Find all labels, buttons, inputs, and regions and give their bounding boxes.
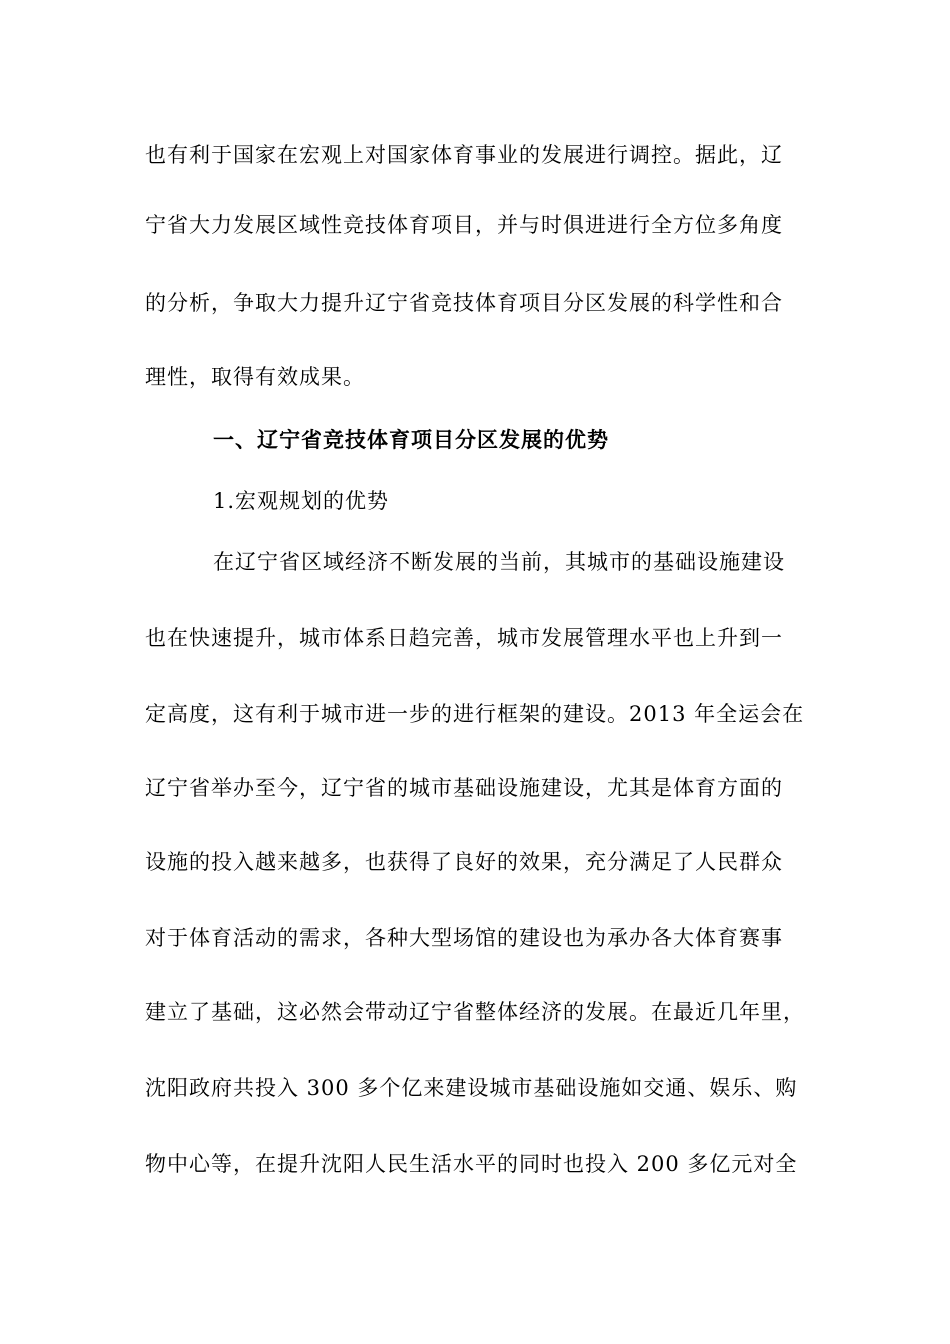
paragraph-line: 也有利于国家在宏观上对国家体育事业的发展进行调控。据此，辽: [145, 143, 783, 167]
paragraph-line: 的分析，争取大力提升辽宁省竞技体育项目分区发展的科学性和合: [145, 291, 783, 315]
paragraph-line: 设施的投入越来越多，也获得了良好的效果，充分满足了人民群众: [145, 850, 783, 874]
paragraph-line: 物中心等，在提升沈阳人民生活水平的同时也投入 200 多亿元对全: [145, 1152, 798, 1176]
paragraph-line: 理性，取得有效成果。: [145, 365, 365, 389]
paragraph-line: 建立了基础，这必然会带动辽宁省整体经济的发展。在最近几年里，: [145, 1000, 805, 1024]
paragraph-line: 对于体育活动的需求，各种大型场馆的建设也为承办各大体育赛事: [145, 926, 783, 950]
paragraph-line: 也在快速提升，城市体系日趋完善，城市发展管理水平也上升到一: [145, 626, 783, 650]
subsection-heading: 1.宏观规划的优势: [213, 489, 390, 513]
section-heading: 一、辽宁省竞技体育项目分区发展的优势: [213, 427, 609, 452]
paragraph-line: 宁省大力发展区域性竞技体育项目，并与时俱进进行全方位多角度: [145, 213, 783, 237]
paragraph-line: 在辽宁省区域经济不断发展的当前，其城市的基础设施建设: [213, 550, 785, 574]
paragraph-line: 定高度，这有利于城市进一步的进行框架的建设。2013 年全运会在: [145, 702, 805, 726]
paragraph-line: 沈阳政府共投入 300 多个亿来建设城市基础设施如交通、娱乐、购: [145, 1076, 798, 1100]
paragraph-line: 辽宁省举办至今，辽宁省的城市基础设施建设，尤其是体育方面的: [145, 776, 783, 800]
